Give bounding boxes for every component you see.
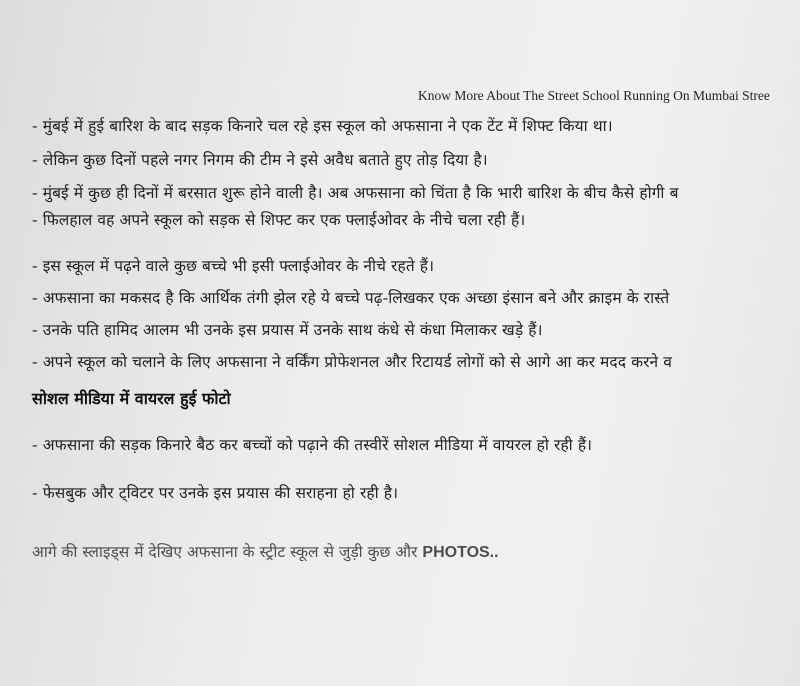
bullet-line: - अफसाना की सड़क किनारे बैठ कर बच्चों को पढ़ाने की तस्वीरें सोशल मीडिया में वायरल हो रही हैं। — [32, 436, 593, 454]
bullet-line: - मुंबई में हुई बारिश के बाद सड़क किनारे चल रहे इस स्कूल को अफसाना ने एक टेंट में शिफ्ट किया था। — [32, 117, 613, 135]
bullet-line: - फिलहाल वह अपने स्कूल को सड़क से शिफ्ट कर एक फ्लाईओवर के नीचे चला रही हैं। — [32, 211, 526, 229]
bullet-line: - उनके पति हामिद आलम भी उनके इस प्रयास में उनके साथ कंधे से कंधा मिलाकर खड़े हैं। — [32, 321, 543, 339]
bullet-line: - अपने स्कूल को चलाने के लिए अफसाना ने वर्किंग प्रोफेशनल और रिटायर्ड लोगों को से आगे आ कर मदद करने व — [32, 353, 673, 371]
page-header: Know More About The Street School Running On Mumbai Stree — [418, 88, 770, 103]
bullet-line: - इस स्कूल में पढ़ने वाले कुछ बच्चे भी इसी फ्लाईओवर के नीचे रहते हैं। — [32, 257, 435, 275]
bullet-line: - अफसाना का मकसद है कि आर्थिक तंगी झेल रहे ये बच्चे पढ़-लिखकर एक अच्छा इंसान बने और क्राइम के रास्ते — [32, 289, 670, 307]
footer-photos-label: PHOTOS.. — [422, 544, 499, 561]
section-heading: सोशल मीडिया में वायरल हुई फोटो — [32, 389, 231, 408]
bullet-line: - फेसबुक और ट्विटर पर उनके इस प्रयास की सराहना हो रही है। — [32, 484, 399, 502]
footer-text: आगे की स्लाइड्स में देखिए अफसाना के स्ट्रीट स्कूल से जुड़ी कुछ और — [32, 543, 423, 561]
bullet-line: - मुंबई में कुछ ही दिनों में बरसात शुरू होने वाली है। अब अफसाना को चिंता है कि भारी बारिश के बीच कैसे होगी ब — [32, 184, 679, 202]
footer-note — [32, 540, 499, 562]
bullet-line: - लेकिन कुछ दिनों पहले नगर निगम की टीम ने इसे अवैध बताते हुए तोड़ दिया है। — [32, 151, 488, 169]
